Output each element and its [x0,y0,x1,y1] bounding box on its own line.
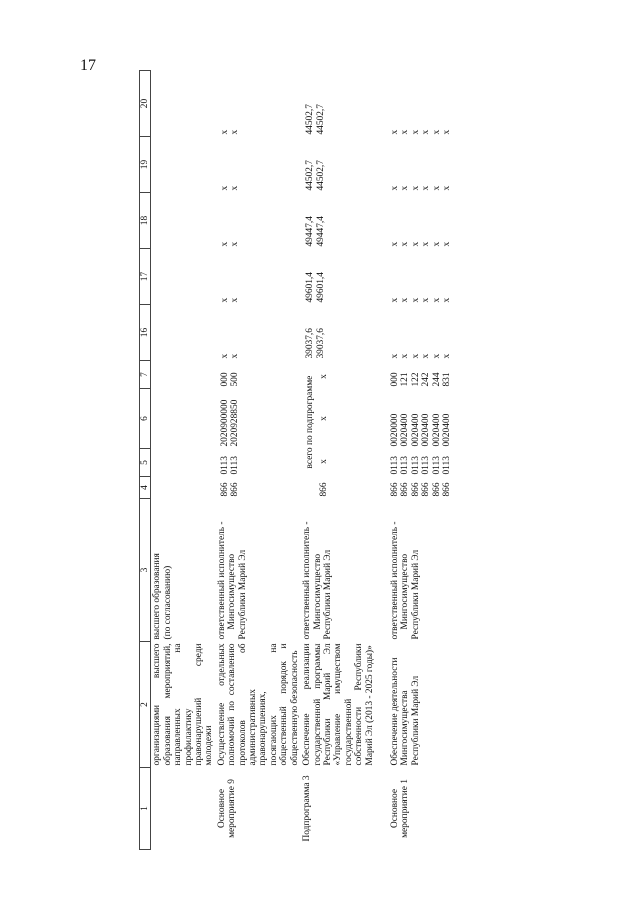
col7-values: 000 500 [219,372,241,387]
row-description: Обеспечение реализации государственной программы Республики Марий Эл «Управление имуществом государственной собственности Республики Марий Эл (2013 - 2025 годы)» [302,643,375,766]
col-header-1: 1 [140,768,151,850]
col18-values: x x x x x x [389,241,452,247]
col-header-6: 6 [140,389,151,449]
col-header-16: 16 [140,305,151,361]
col18-values: 49447,4 49447,4 [305,216,326,247]
col4-values: 866 866 866 866 866 866 [389,482,452,497]
col6-values: 2020900000 2020928850 [219,399,241,447]
row-executor: ответственный исполнитель - Мингосимущество Республики Марий Эл [216,521,248,640]
subprogram-total-cell: всего по подпрограмме 866xxx [301,361,376,499]
col19-values: 44502,7 44502,7 [305,160,326,191]
row-code: Основное мероприятие 9 [216,779,238,838]
col17-values: x x [219,297,241,303]
col16-values: x x [219,353,241,359]
col16-values: x x x x x x [389,353,452,359]
total-label: всего по подпрограмме [305,375,316,469]
page-number: 17 [80,57,96,74]
col20-values: x x [219,129,241,135]
col-header-20: 20 [140,71,151,137]
row-description: организациями высшего образования мероприятий, направленных на профилактику правонарушений среди молодежи [152,643,215,766]
col19-values: x x x x x x [389,185,452,191]
col20-values: x x x x x x [389,129,452,135]
row-executor: ответственный исполнитель - Мингосимущество Республики Марий Эл [389,521,421,640]
col6-values: 0020000 0020400 0020400 0020400 0020400 0020400 [389,413,452,447]
rotated-table-area [139,71,616,850]
col19-values: x x [219,185,241,191]
col-header-7: 7 [140,361,151,389]
row-description: Обеспечение деятельности Мингосимущества Республики Марий Эл [389,657,421,766]
col4-values: 866 866 [219,482,241,497]
row-executor: ответственный исполнитель - Мингосимущество Республики Марий Эл [302,521,333,640]
col-header-18: 18 [140,193,151,249]
col17-values: 49601,4 49601,4 [305,272,326,303]
col5-values: 0113 0113 0113 0113 0113 0113 [389,456,452,475]
col7-values: 000 121 122 242 244 831 [389,372,452,387]
col-header-5: 5 [140,449,151,477]
col16-values: 39037,6 39037,6 [305,328,326,359]
table-row [216,71,301,850]
table-row [301,71,376,850]
col-header-2: 2 [140,642,151,768]
row-description: Осуществление отдельных полномочий по составлению протоколов об административных правонарушениях, посягающих на общественный порядок и общественную безопасность [216,643,300,766]
col-header-3: 3 [140,499,151,642]
program-table [139,70,453,850]
table-row [376,71,453,850]
col-header-4: 4 [140,477,151,499]
col-header-17: 17 [140,249,151,305]
col17-values: x x x x x x [389,297,452,303]
col-header-19: 19 [140,137,151,193]
table-row [151,71,216,850]
col5-values: 0113 0113 [219,456,241,475]
col20-values: 44502,7 44502,7 [305,104,326,135]
row-code: Основное мероприятие 1 [389,779,411,838]
row-code: Подпрограмма 3 [302,775,313,842]
column-number-header [140,71,151,850]
row-executor: высшего образования (по согласованию) [152,553,173,640]
col18-values: x x [219,241,241,247]
